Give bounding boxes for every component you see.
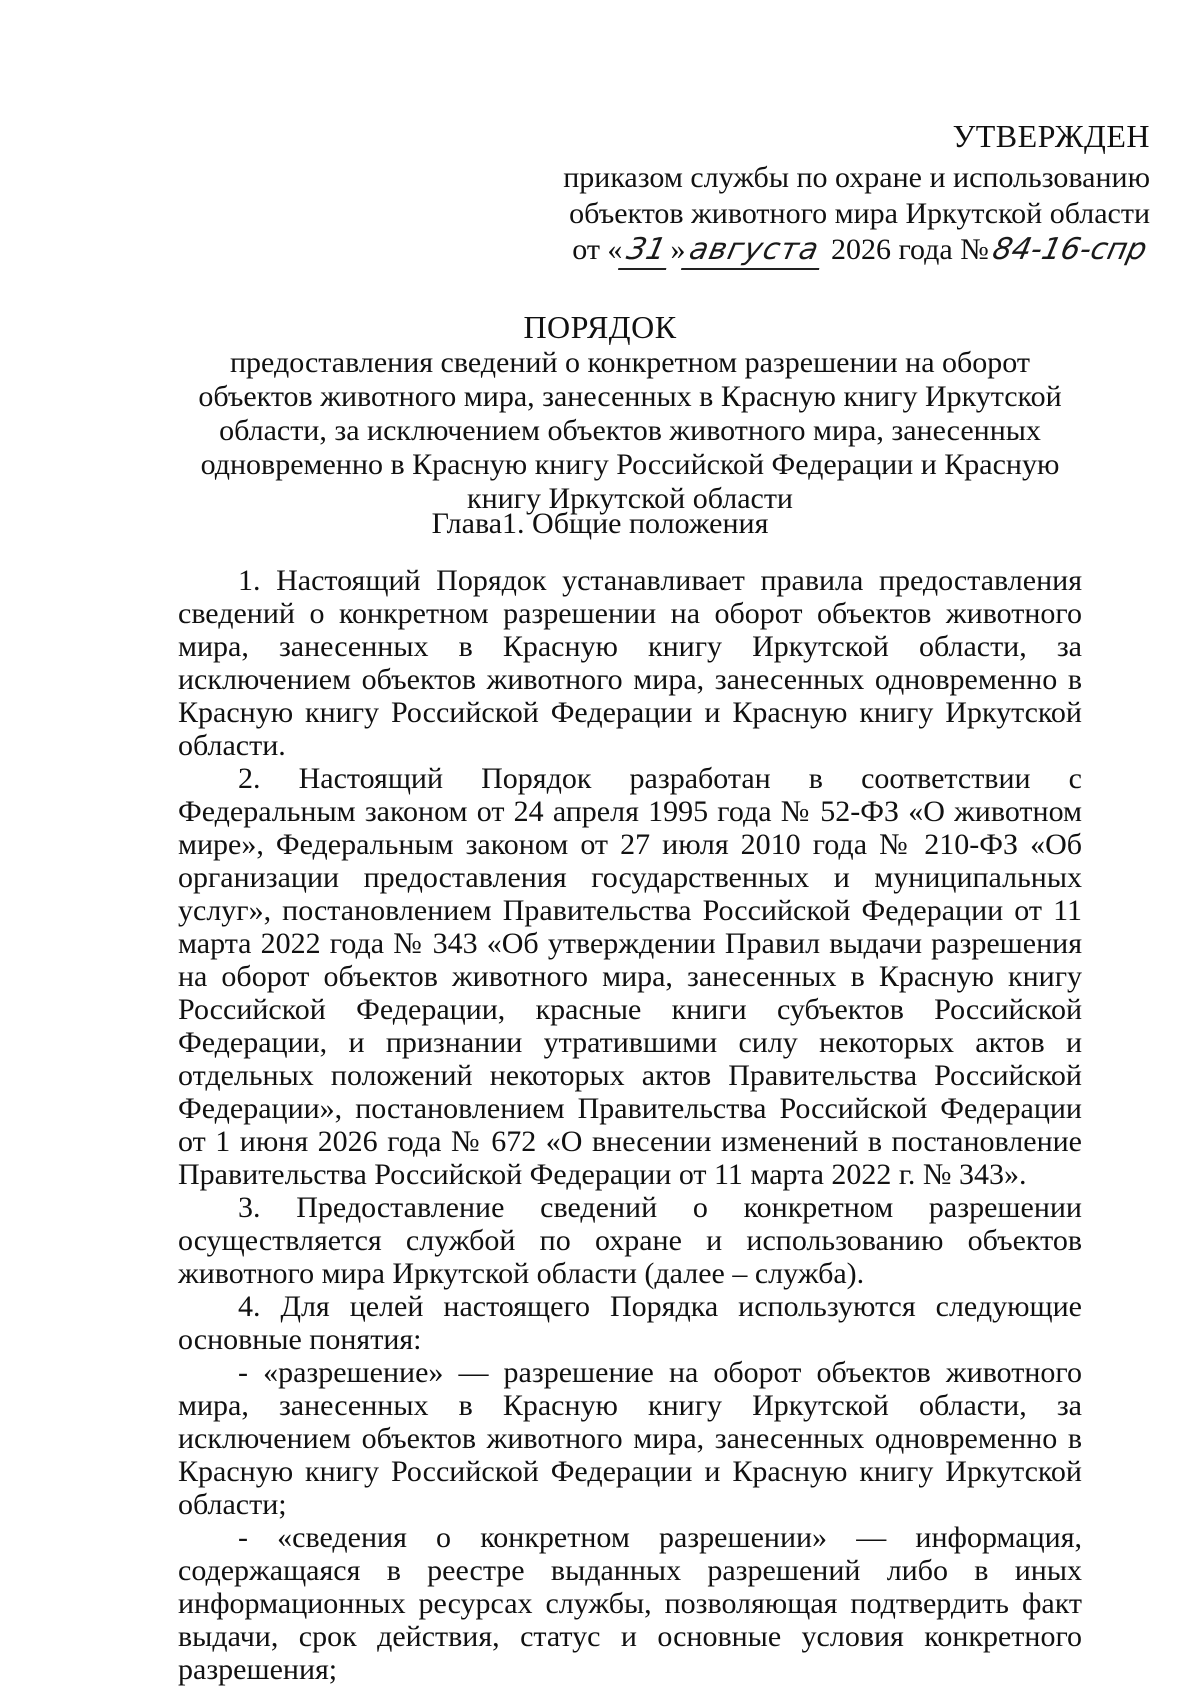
approval-title: УТВЕРЖДЕН xyxy=(952,118,1150,154)
document-title: ПОРЯДОК xyxy=(523,309,677,345)
date-mid: » xyxy=(670,233,686,266)
paragraph-2: 2. Настоящий Порядок разработан в соответствии с Федеральным законом от 24 апреля 1995 года № 52-ФЗ «О животном мире», Федеральным законом от 27 июля 2010 года № 210-ФЗ «Об организации предоставления государственных и муниципальных услуг», постановлением Правительства Российской Федерации от 11 марта 2022 года № 343 «Об утверждении Правил выдачи разрешения на оборот объектов животного мира, занесенных в Красную книгу Российской Федерации, красные книги субъектов Российской Федерации, и признании утратившими силу некоторых актов и отдельных положений некоторых актов Правительства Российской Федерации», постановлением Правительства Российской Федерации от 1 июня 2026 года № 672 «О внесении изменений в постановление Правительства Российской Федерации от 11 марта 2022 г. № 343». xyxy=(178,762,1082,1191)
handwritten-order-number: 84-16-спр xyxy=(989,232,1150,267)
approval-line-2: объектов животного мира Иркутской области xyxy=(569,197,1150,230)
handwritten-month: августа xyxy=(681,232,827,270)
paragraph-4: 4. Для целей настоящего Порядка используются следующие основные понятия: xyxy=(178,1290,1082,1356)
approval-block xyxy=(510,116,1150,270)
paragraph-1: 1. Настоящий Порядок устанавливает правила предоставления сведений о конкретном разрешении на оборот объектов животного мира, занесенных в Красную книгу Иркутской области, за исключением объектов животного мира, занесенных одновременно в Красную книгу Российской Федерации и Красную книгу Иркутской области. xyxy=(178,564,1082,762)
handwritten-day: 31 xyxy=(618,232,674,270)
approval-line-1: приказом службы по охране и использованию xyxy=(563,161,1150,194)
date-year: 2026 года № xyxy=(830,233,989,266)
document-body xyxy=(178,564,1082,1686)
definition-permit-info: - «сведения о конкретном разрешении» — информация, содержащаяся в реестре выданных разрешений либо в иных информационных ресурсах службы, позволяющая подтвердить факт выдачи, срок действия, статус и основные условия конкретного разрешения; xyxy=(178,1521,1082,1686)
approval-date-line xyxy=(510,232,1150,270)
document-subtitle: предоставления сведений о конкретном разрешении на оборот объектов животного мира, занесенных в Красную книгу Иркутской области, за исключением объектов животного мира, занесенных одновременно в Красную книгу Российской Федерации и Красную книгу Иркутской области xyxy=(198,346,1062,515)
definition-permit: - «разрешение» — разрешение на оборот объектов животного мира, занесенных в Красную книгу Иркутской области, за исключением объектов животного мира, занесенных одновременно в Красную книгу Российской Федерации и Красную книгу Иркутской области; xyxy=(178,1356,1082,1521)
chapter-heading: Глава1. Общие положения xyxy=(431,507,769,540)
date-prefix: от « xyxy=(572,233,623,266)
paragraph-3: 3. Предоставление сведений о конкретном разрешении осуществляется службой по охране и использованию объектов животного мира Иркутской области (далее – служба). xyxy=(178,1191,1082,1290)
